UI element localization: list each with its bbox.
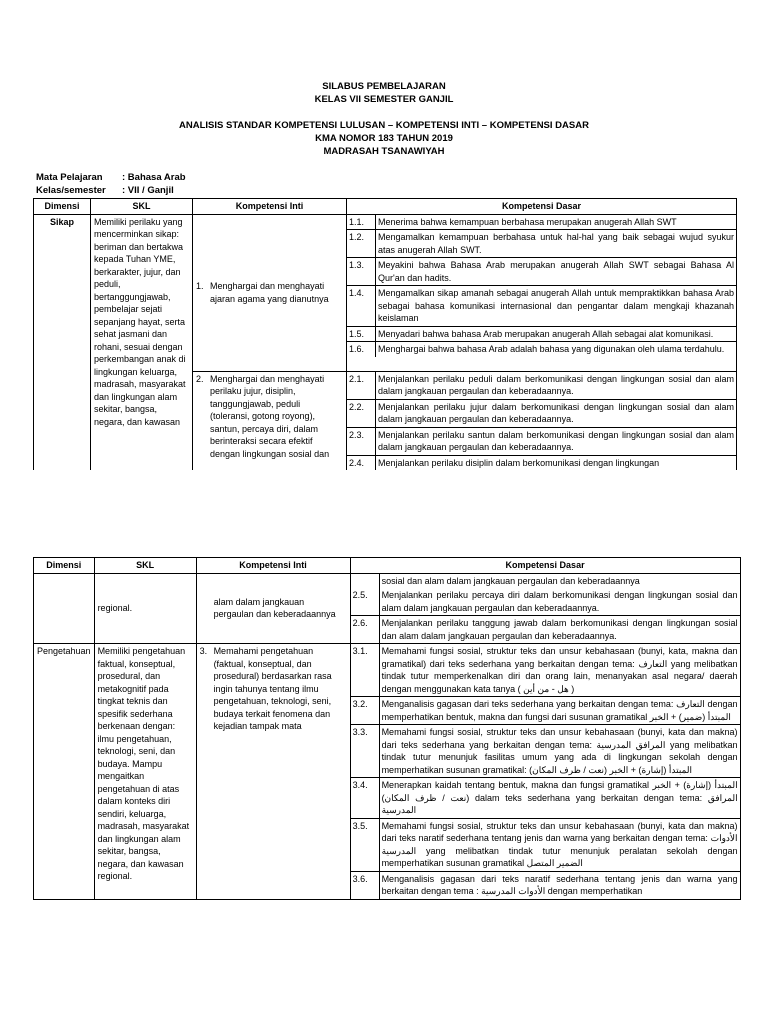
kd-number: 3.5. — [351, 818, 380, 871]
table-header-row — [34, 558, 741, 574]
kd-text: Menjalankan perilaku jujur dalam berkomunikasi dengan lingkungan sosial dan alam dalam jangkauan pergaulan dan keberadaannya. — [376, 399, 737, 427]
kd-item — [347, 230, 736, 258]
kd-text: Menjalankan perilaku tanggung jawab dalam berkomunikasi dengan lingkungan sosial dan alam dalam jangkauan pergaulan dan keberadaannya. — [381, 618, 738, 641]
kd-number: 1.4. — [347, 286, 376, 327]
kd-text: Menerapkan kaidah tentang bentuk, makna dan fungsi gramatikal المبتدأ (إشارة) + الخبر (نعت / ظرف المكان) dalam teks sederhana yang berkaitan dengan tema: المرافق المدرسية — [379, 778, 740, 819]
kd-number: 3.2. — [351, 697, 380, 725]
kd-number: 2.1. — [347, 372, 376, 400]
class-semester-heading: KELAS VII SEMESTER GANJIL — [314, 94, 454, 105]
kd-list — [351, 574, 740, 644]
dimension-cell: Sikap — [34, 214, 91, 471]
kd-item — [351, 818, 740, 871]
page-gap — [0, 470, 768, 552]
kd-number: 2.6. — [351, 616, 380, 644]
kd-number: 1.6. — [347, 342, 376, 357]
madrasah-heading: MADRASAH TSANAWIYAH — [323, 146, 445, 157]
ki-number: 3. — [199, 646, 208, 656]
table-row — [34, 644, 741, 900]
syllabus-title: SILABUS PEMBELAJARAN — [322, 81, 446, 92]
kd-text: Mengamalkan kemampuan berbahasa untuk hal-hal yang baik sebagai wujud syukur atas anugerah Allah SWT. — [376, 230, 737, 258]
document-page-1 — [0, 0, 768, 470]
col-ki: Kompetensi Inti — [196, 558, 350, 574]
kd-list — [347, 215, 736, 357]
kd-text: sosial dan alam dalam jangkauan pergaulan dan keberadaannya — [381, 575, 640, 586]
class-value: : VII / Ganjil — [122, 185, 174, 196]
kd-number: 3.4. — [351, 778, 380, 819]
kd-text: Mengamalkan sikap amanah sebagai anugerah Allah untuk mempraktikkan bahasa Arab sebagai bahasa komunikasi internasional dan pengantar dalam mengkaji khazanah keislaman — [376, 286, 737, 327]
kd-text: Memahami fungsi sosial, struktur teks dan unsur kebahasaan (bunyi, kata, makna dan gramatikal) dari teks sederhana yang berkaitan dengan tema: التعارف yang melibatkan tindak tutur memperkenalkan diri dan orang lain, menanyakan asal negara/ daerah dengan menggunakan kata tanya ( هل - من أين ) — [379, 644, 740, 697]
document-page-2 — [0, 552, 768, 1024]
kd-item — [347, 455, 736, 470]
kd-text: Menjalankan perilaku santun dalam berkomunikasi dengan lingkungan sosial dan alam dalam jangkauan pergaulan dan keberadaannya. — [376, 427, 737, 455]
kma-heading: KMA NOMOR 183 TAHUN 2019 — [315, 133, 453, 144]
kd-item — [351, 588, 740, 616]
kd-text: Menyadari bahwa bahasa Arab merupakan anugerah Allah sebagai alat komunikasi. — [376, 326, 737, 342]
skl-cell: Memiliki perilaku yang mencerminkan sikap: beriman dan bertakwa kepada Tuhan YME, berkarakter, jujur, dan peduli, bertanggungjawab, pembelajar sejati sepanjang hayat, serta sehat jasmani dan rohani, sesuai dengan perkembangan anak di lingkungan keluarga, madrasah, masyarakat dan lingkungan alam sekitar, bangsa, negara, dan kawasan — [91, 214, 193, 471]
kd-number: 2.3. — [347, 427, 376, 455]
kd-item — [347, 326, 736, 342]
kd-number: 1.1. — [347, 215, 376, 230]
dimension-cell: Pengetahuan — [34, 644, 95, 900]
kd-item — [351, 778, 740, 819]
kd-number: 1.5. — [347, 326, 376, 342]
ki-cell — [196, 644, 350, 900]
kd-number: 3.6. — [351, 871, 380, 899]
ki-text: alam dalam jangkauan pergaulan dan keberadaannya — [213, 596, 336, 620]
kd-item — [351, 644, 740, 697]
subject-label: Mata Pelajaran — [36, 172, 103, 183]
kd-number: 3.3. — [351, 725, 380, 778]
kd-item — [351, 725, 740, 778]
kd-number: 2.4. — [347, 455, 376, 470]
kd-cell — [350, 573, 740, 644]
kd-list — [347, 372, 736, 471]
kd-number: 2.2. — [347, 399, 376, 427]
class-label: Kelas/semester — [36, 185, 106, 196]
table-header-row — [34, 199, 737, 215]
syllabus-table-page1 — [33, 198, 737, 471]
ki-text: Menghargai dan menghayati ajaran agama yang dianutnya — [210, 281, 329, 304]
col-skl: SKL — [91, 199, 193, 215]
kd-number: 1.2. — [347, 230, 376, 258]
col-kd: Kompetensi Dasar — [347, 199, 737, 215]
kd-item — [351, 697, 740, 725]
kd-item — [347, 215, 736, 230]
kd-list — [351, 644, 740, 899]
kd-item — [347, 258, 736, 286]
kd-text: Menjalankan perilaku peduli dalam berkomunikasi dengan lingkungan sosial dan alam dalam jangkauan pergaulan dan keberadaannya. — [376, 372, 737, 400]
col-skl: SKL — [94, 558, 196, 574]
kd-item — [351, 616, 740, 644]
table-row — [34, 573, 741, 644]
subject-value: : Bahasa Arab — [122, 172, 186, 183]
table-row — [34, 214, 737, 371]
skl-cell: regional. — [94, 573, 196, 644]
ki-cell — [193, 214, 347, 371]
kd-text: Menganalisis gagasan dari teks naratif sederhana tentang jenis dan warna yang berkaitan dengan tema : الأدوات المدرسية dengan memperhatikan — [381, 873, 738, 896]
kd-cell — [347, 371, 737, 471]
syllabus-table-page2 — [33, 557, 741, 900]
col-kd: Kompetensi Dasar — [350, 558, 740, 574]
col-dimensi: Dimensi — [34, 199, 91, 215]
kd-text: Meyakini bahwa Bahasa Arab merupakan anugerah Allah SWT sebagai Bahasa Al Qur'an dan hadits. — [376, 258, 737, 286]
skl-cell: Memiliki pengetahuan faktual, konseptual, prosedural, dan metakognitif pada tingkat teknis dan spesifik sederhana berkenaan dengan: ilmu pengetahuan, teknologi, seni, dan budaya. Mampu mengaitkan pengetahuan di atas dalam konteks diri sendiri, keluarga, madrasah, masyarakat dan lingkungan alam sekitar, bangsa, negara, dan kawasan regional. — [94, 644, 196, 900]
ki-text: Memahami pengetahuan (faktual, konseptual, dan prosedural) berdasarkan rasa ingin tahunya tentang ilmu pengetahuan, teknologi, seni, budaya terkait fenomena dan kejadian tampak mata — [213, 646, 332, 731]
dimension-cell — [34, 573, 95, 644]
subject-line — [36, 172, 186, 184]
kd-cell — [350, 644, 740, 900]
class-line — [36, 185, 174, 197]
kd-text: Menganalisis gagasan dari teks sederhana yang berkaitan dengan tema: التعارف dengan memperhatikan bentuk, makna dan fungsi dari susunan gramatikal المبتدأ (ضمير) + الخبر — [379, 697, 740, 725]
kd-item — [351, 574, 740, 589]
kd-text: Memahami fungsi sosial, struktur teks dan unsur kebahasaan (bunyi, kata dan makna) dari teks naratif sederhana tentang jenis dan warna yang berkaitan dengan tema: الأدوات المدرسية yang melibatkan tindak tutur menunjuk peralatan sekolah dengan memperhatikan susunan gramatikal الضمير المتصل — [379, 818, 740, 871]
kd-item — [347, 427, 736, 455]
kd-cell — [347, 214, 737, 371]
ki-number: 2. — [196, 373, 204, 384]
analysis-heading: ANALISIS STANDAR KOMPETENSI LULUSAN – KOMPETENSI INTI – KOMPETENSI DASAR — [179, 120, 589, 131]
kd-item — [351, 871, 740, 899]
kd-text: Menjalankan perilaku percaya diri dalam berkomunikasi dengan lingkungan sosial dan alam dalam jangkauan pergaulan dan keberadaannya. — [379, 588, 740, 616]
ki-cell — [193, 371, 347, 471]
kd-text: Menerima bahwa kemampuan berbahasa merupakan anugerah Allah SWT — [376, 215, 737, 230]
kd-text: Menjalankan perilaku disiplin dalam berkomunikasi dengan lingkungan — [378, 457, 660, 468]
ki-text: Menghargai dan menghayati perilaku jujur, disiplin, tanggungjawab, peduli (toleransi, gotong royong), santun, percaya diri, dalam berinteraksi secara efektif dengan lingkungan sosial dan — [210, 373, 330, 459]
kd-item — [347, 399, 736, 427]
kd-item — [347, 286, 736, 327]
kd-text: Menghargai bahwa bahasa Arab adalah bahasa yang digunakan oleh ulama terdahulu. — [378, 344, 725, 354]
kd-number: 2.5. — [351, 588, 380, 616]
col-dimensi: Dimensi — [34, 558, 95, 574]
kd-number: 3.1. — [351, 644, 380, 697]
ki-number: 1. — [196, 281, 204, 291]
ki-cell — [196, 573, 350, 644]
kd-text: Memahami fungsi sosial, struktur teks dan unsur kebahasaan (bunyi, kata dan makna) dari teks sederhana yang berkaitan dengan tema: المرافق المدرسية yang melibatkan tindak tutur menunjuk fasilitas umum yang ada di lingkungan sekolah dengan memperhatikan susunan gramatikal: المبتدأ (إشارة) + الخبر (نعت / ظرف المكان) — [379, 725, 740, 778]
kd-number: 1.3. — [347, 258, 376, 286]
kd-item — [347, 372, 736, 400]
col-ki: Kompetensi Inti — [193, 199, 347, 215]
kd-item — [347, 342, 736, 357]
